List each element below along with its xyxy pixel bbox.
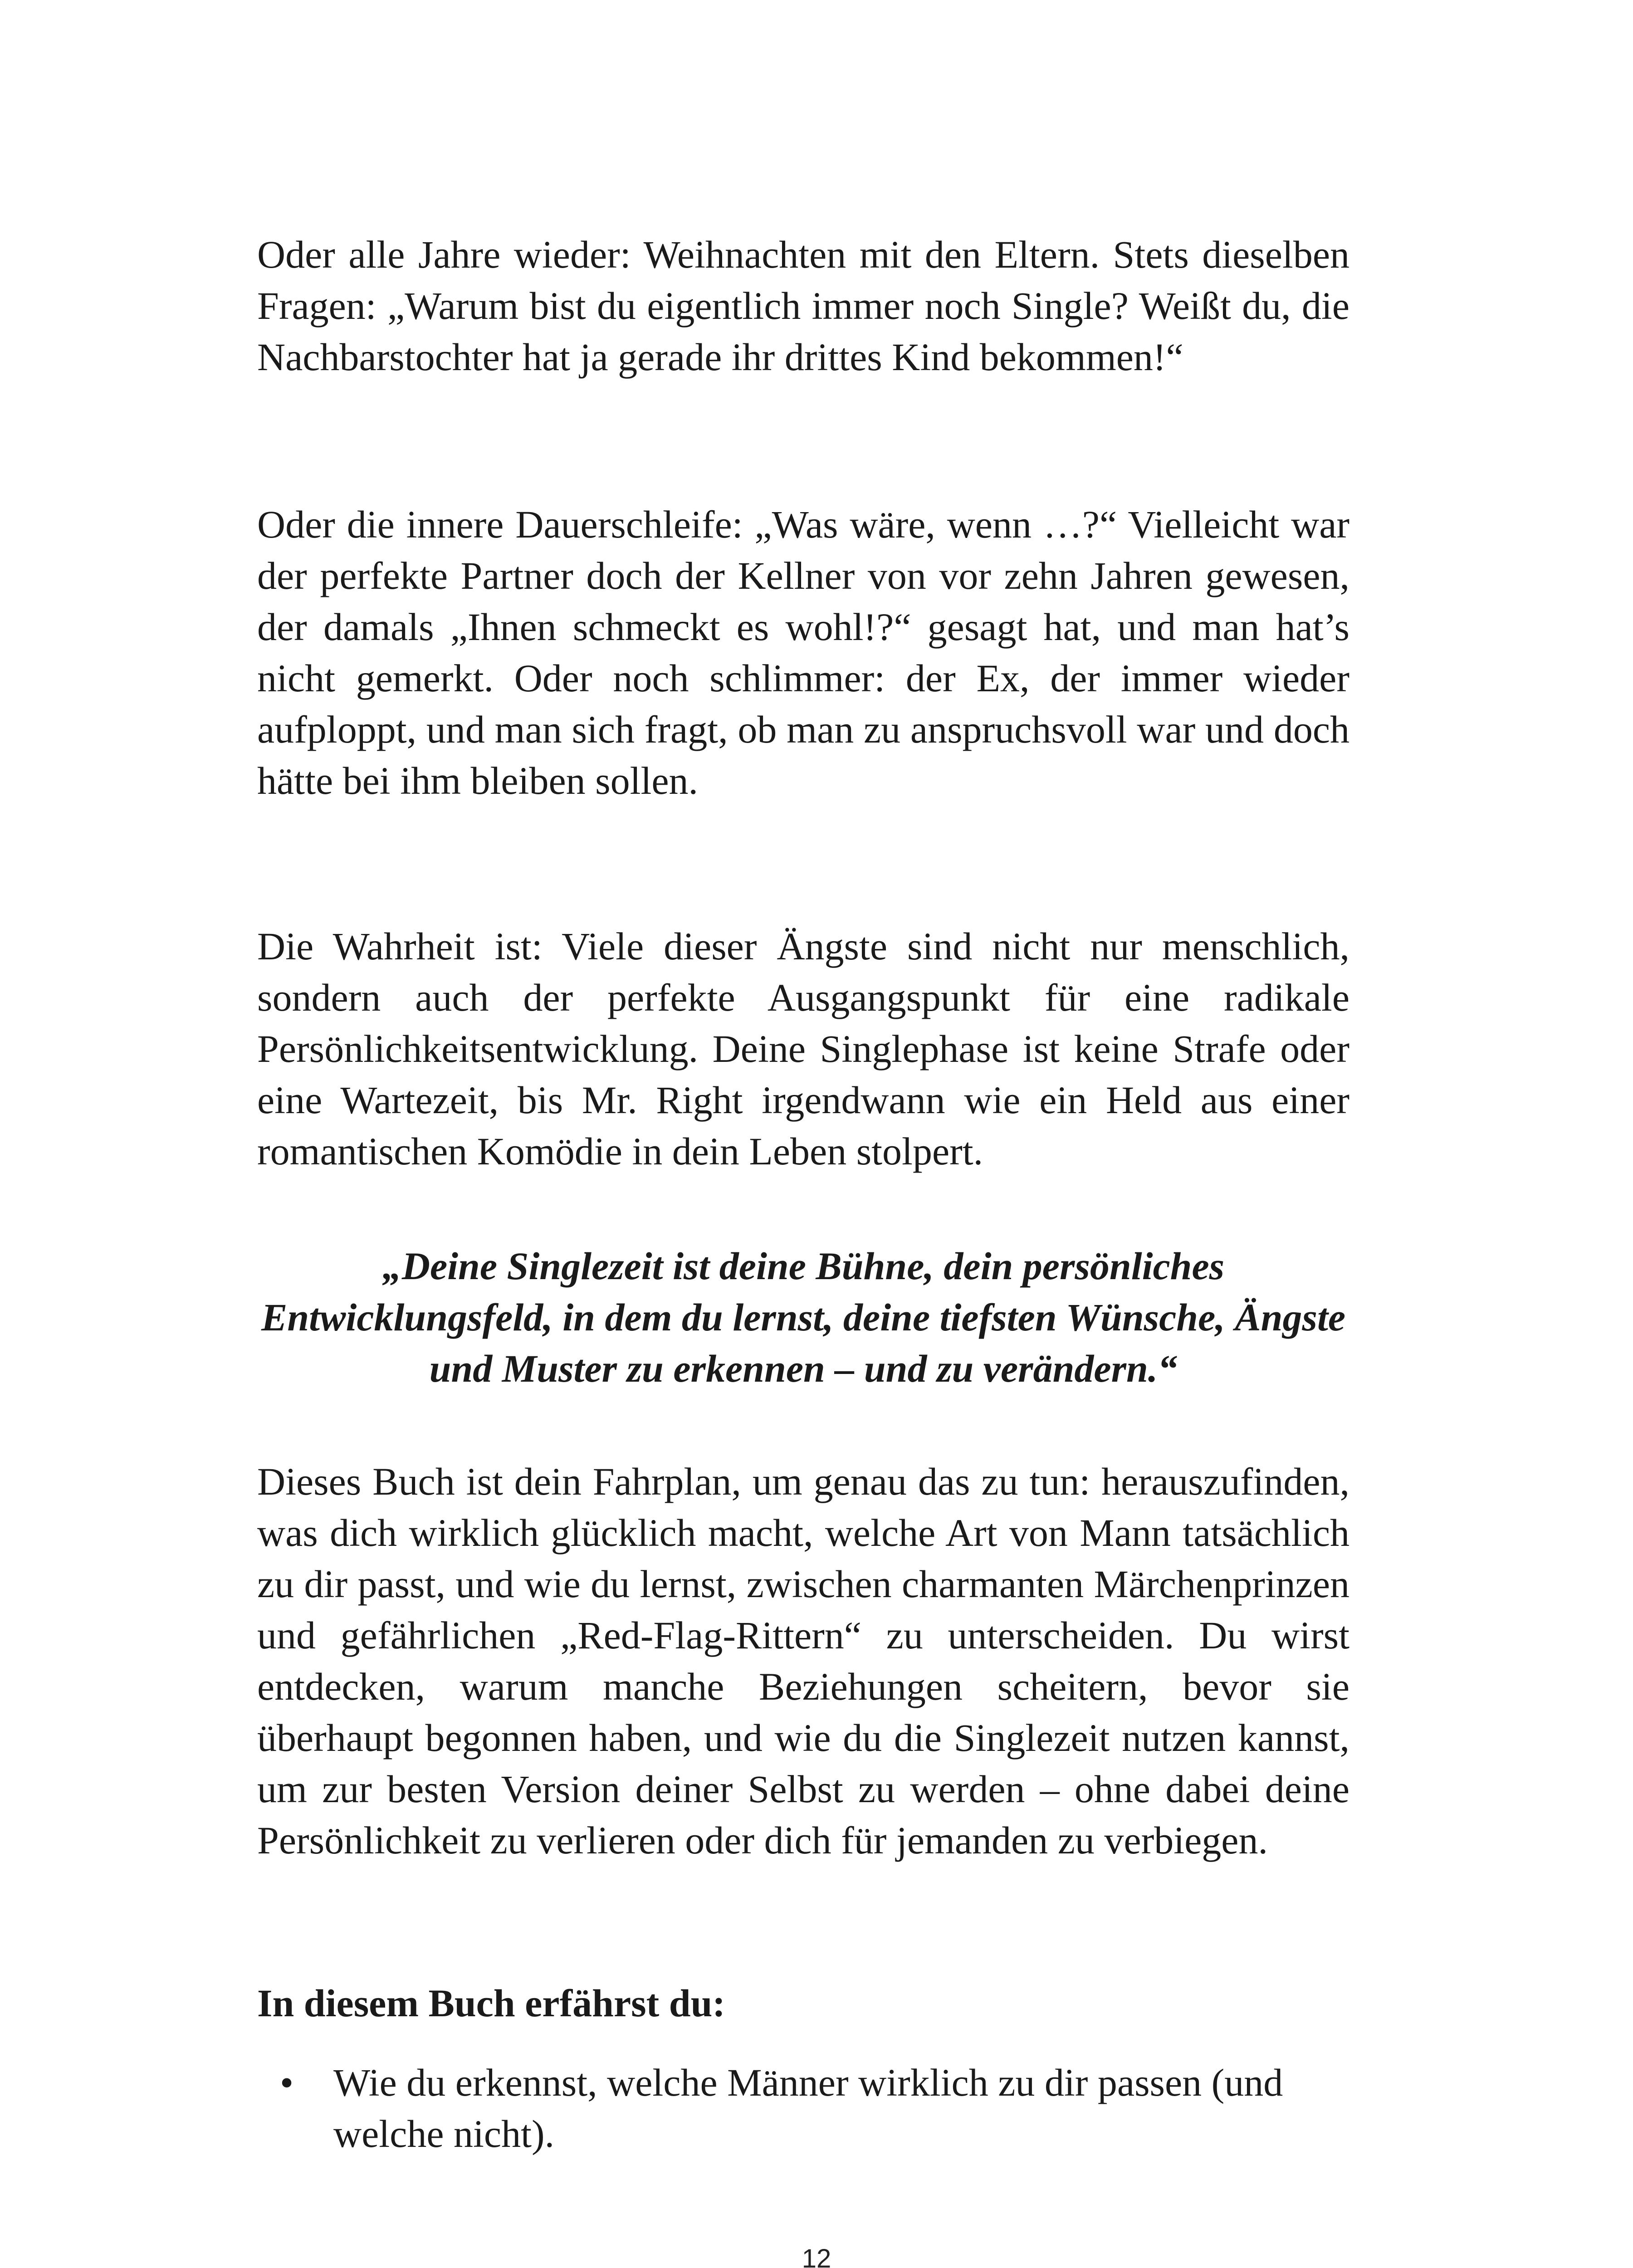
pull-quote: „Deine Singlezeit ist deine Bühne, dein persönliches Entwicklungsfeld, in dem du lernst, deine tiefsten Wünsche, Ängste und Muster zu erkennen – und zu verändern.“ bbox=[261, 1244, 1346, 1390]
page-number: 12 bbox=[802, 2244, 831, 2268]
list-item-text: Wie du erkennst, welche Männer wirklich zu dir passen (und welche nicht). bbox=[333, 2061, 1283, 2156]
body-paragraph-4: Dieses Buch ist dein Fahrplan, um genau das zu tun: herauszufinden, was dich wirklich glücklich macht, welche Art von Mann tatsächlich zu dir passt, und wie du lernst, zwischen charmanten Märchenprinzen und gefährlichen „Red-Flag-Rittern“ zu unterscheiden. Du wirst entdecken, warum manche Beziehungen scheitern, bevor sie überhaupt begonnen haben, und wie du die Singlezeit nutzen kannst, um zur besten Version deiner Selbst zu werden – ohne dabei deine Persönlichkeit zu verlieren oder dich für jemanden zu verbiegen. bbox=[257, 1460, 1349, 1862]
body-paragraph-1: Oder alle Jahre wieder: Weihnachten mit den Eltern. Stets dieselben Fragen: „Warum bist du eigentlich immer noch Single? Weißt du, die Nachbarstochter hat ja gerade ihr drittes Kind bekommen!“ bbox=[257, 233, 1349, 379]
body-paragraph-3: Die Wahrheit ist: Viele dieser Ängste sind nicht nur menschlich, sondern auch der perfekte Ausgangspunkt für eine radikale Persönlichkeitsentwicklung. Deine Singlephase ist keine Strafe oder eine Wartezeit, bis Mr. Right irgendwann wie ein Held aus einer romantischen Komödie in dein Leben stolpert. bbox=[257, 924, 1349, 1173]
list-item bbox=[257, 2057, 1349, 2160]
section-heading: In diesem Buch erfährst du: bbox=[257, 1981, 726, 2025]
bullet-icon: • bbox=[280, 2061, 294, 2104]
body-paragraph-2: Oder die innere Dauerschleife: „Was wäre, wenn …?“ Vielleicht war der perfekte Partner doch der Kellner von vor zehn Jahren gewesen, der damals „Ihnen schmeckt es wohl!?“ gesagt hat, und man hat’s nicht gemerkt. Oder noch schlimmer: der Ex, der immer wieder aufploppt, und man sich fragt, ob man zu anspruchsvoll war und doch hätte bei ihm bleiben sollen. bbox=[257, 503, 1349, 802]
bullet-list bbox=[257, 2057, 1349, 2160]
